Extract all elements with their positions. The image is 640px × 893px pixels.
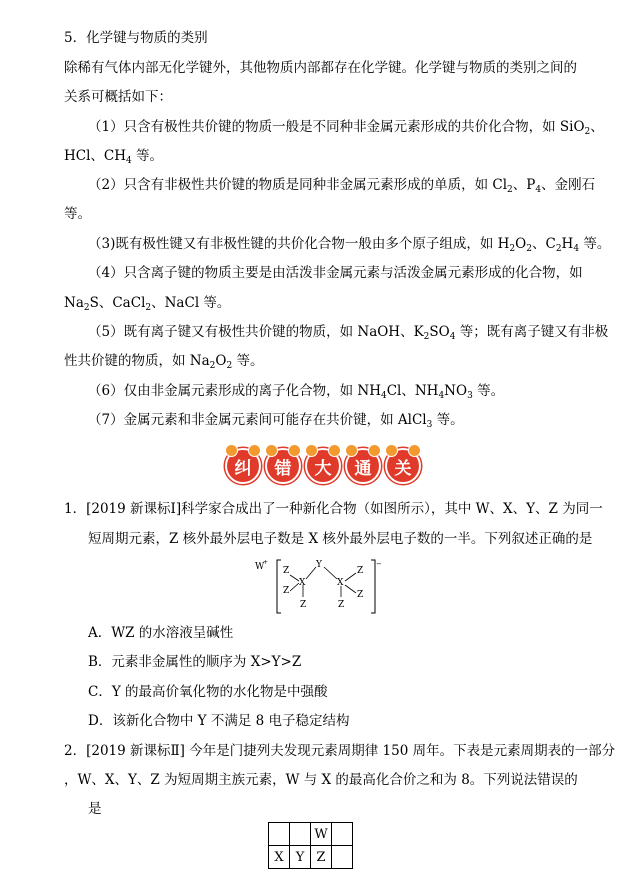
- atom-y: Y: [316, 560, 322, 570]
- periodic-table-fragment: [268, 822, 353, 869]
- rule-5-line-2: 性共价键的物质，如 $Na_2O_2$ 等。: [64, 353, 264, 371]
- q1-structure-diagram: [255, 555, 385, 617]
- banner-char: 纠: [225, 448, 261, 484]
- q2-stem-line-1: 2．[2019 新课标Ⅱ] 今年是门捷列夫发现元素周期律 150 周年。下表是元素周期表的一部分: [64, 743, 616, 759]
- cation-label: W: [255, 562, 265, 572]
- atom-z: Z: [283, 566, 290, 576]
- rule-2-line-1: （2）只含有非极性共价键的物质是同种非金属元素形成的单质，如 $Cl_2$、$P_4$、金刚石: [88, 177, 596, 195]
- rule-1-line-1: （1）只含有极性共价键的物质一般是不同种非金属元素形成的共价化合物，如 SiO$_2$、: [88, 119, 604, 137]
- q2-stem-line-3: 是: [88, 801, 102, 817]
- atom-x: X: [337, 578, 344, 588]
- right-bracket: [371, 560, 375, 613]
- intro-line-2: 关系可概括如下：: [64, 89, 172, 105]
- rule-1-line-2: HCl、$CH_4$ 等。: [64, 148, 164, 166]
- atom-z: Z: [357, 566, 364, 576]
- table-cell: [290, 823, 311, 846]
- q1-stem-line-1: 1．[2019 新课标Ⅰ]科学家合成出了一种新化合物（如图所示），其中 W、X、Y、Z 为同一: [64, 501, 603, 517]
- rule-4-line-1: （4）只含离子键的物质主要是由活泼非金属元素与活泼金属元素形成的化合物，如: [88, 265, 583, 281]
- rule-4-line-2: $Na_2S$、CaCl$_2$、NaCl 等。: [64, 295, 231, 313]
- atom-z: Z: [357, 590, 364, 600]
- section-heading: 5．化学键与物质的类别: [64, 30, 208, 46]
- rule-7: （7）金属元素和非金属元素间可能存在共价键，如 AlCl$_3$ 等。: [88, 412, 464, 430]
- table-cell: [332, 846, 353, 869]
- table-cell: Y: [290, 846, 311, 869]
- rule-3: （3)既有极性键又有非极性键的共价化合物一般由多个原子组成，如 $H_2O_2$、$C_2H_4$ 等。: [88, 236, 611, 254]
- anion-charge: −: [376, 560, 382, 568]
- table-cell: [332, 823, 353, 846]
- banner-char: 关: [385, 448, 421, 484]
- banner-char: 通: [345, 448, 381, 484]
- correction-banner: [225, 448, 421, 484]
- q2-stem-line-2: ，W、X、Y、Z 为短周期主族元素，W 与 X 的最高化合价之和为 8。下列说法错误的: [64, 772, 578, 788]
- table-row: [269, 846, 353, 869]
- q1-stem-line-2: 短周期元素，Z 核外最外层电子数是 X 核外最外层电子数的一半。下列叙述正确的是: [88, 531, 593, 547]
- q1-option-c: C．Y 的最高价氧化物的水化物是中强酸: [88, 684, 328, 700]
- atom-z: Z: [283, 586, 290, 596]
- table-cell: Z: [311, 846, 332, 869]
- atom-x: X: [299, 578, 306, 588]
- q1-option-d: D．该新化合物中 Y 不满足 8 电子稳定结构: [88, 713, 350, 729]
- table-row: [269, 823, 353, 846]
- q1-option-b: B．元素非金属性的顺序为 X>Y>Z: [88, 654, 302, 670]
- banner-char: 大: [305, 448, 341, 484]
- rule-2-line-2: 等。: [64, 206, 91, 222]
- table-cell: X: [269, 846, 290, 869]
- left-bracket: [277, 560, 281, 613]
- table-cell: W: [311, 823, 332, 846]
- banner-char: 错: [265, 448, 301, 484]
- cation-charge: +: [263, 559, 269, 566]
- intro-line-1: 除稀有气体内部无化学键外，其他物质内部都存在化学键。化学键与物质的类别之间的: [64, 60, 577, 76]
- rule-6: （6）仅由非金属元素形成的离子化合物，如 $NH_4Cl$、$NH_4NO_3$ 等。: [88, 383, 505, 401]
- rule-5-line-1: （5）既有离子键又有极性共价键的物质，如 NaOH、$K_2SO_4$ 等；既有离子键又有非极: [88, 324, 609, 342]
- atom-z: Z: [338, 600, 345, 610]
- q1-option-a: A．WZ 的水溶液呈碱性: [88, 625, 234, 641]
- atom-z: Z: [300, 600, 307, 610]
- table-cell: [269, 823, 290, 846]
